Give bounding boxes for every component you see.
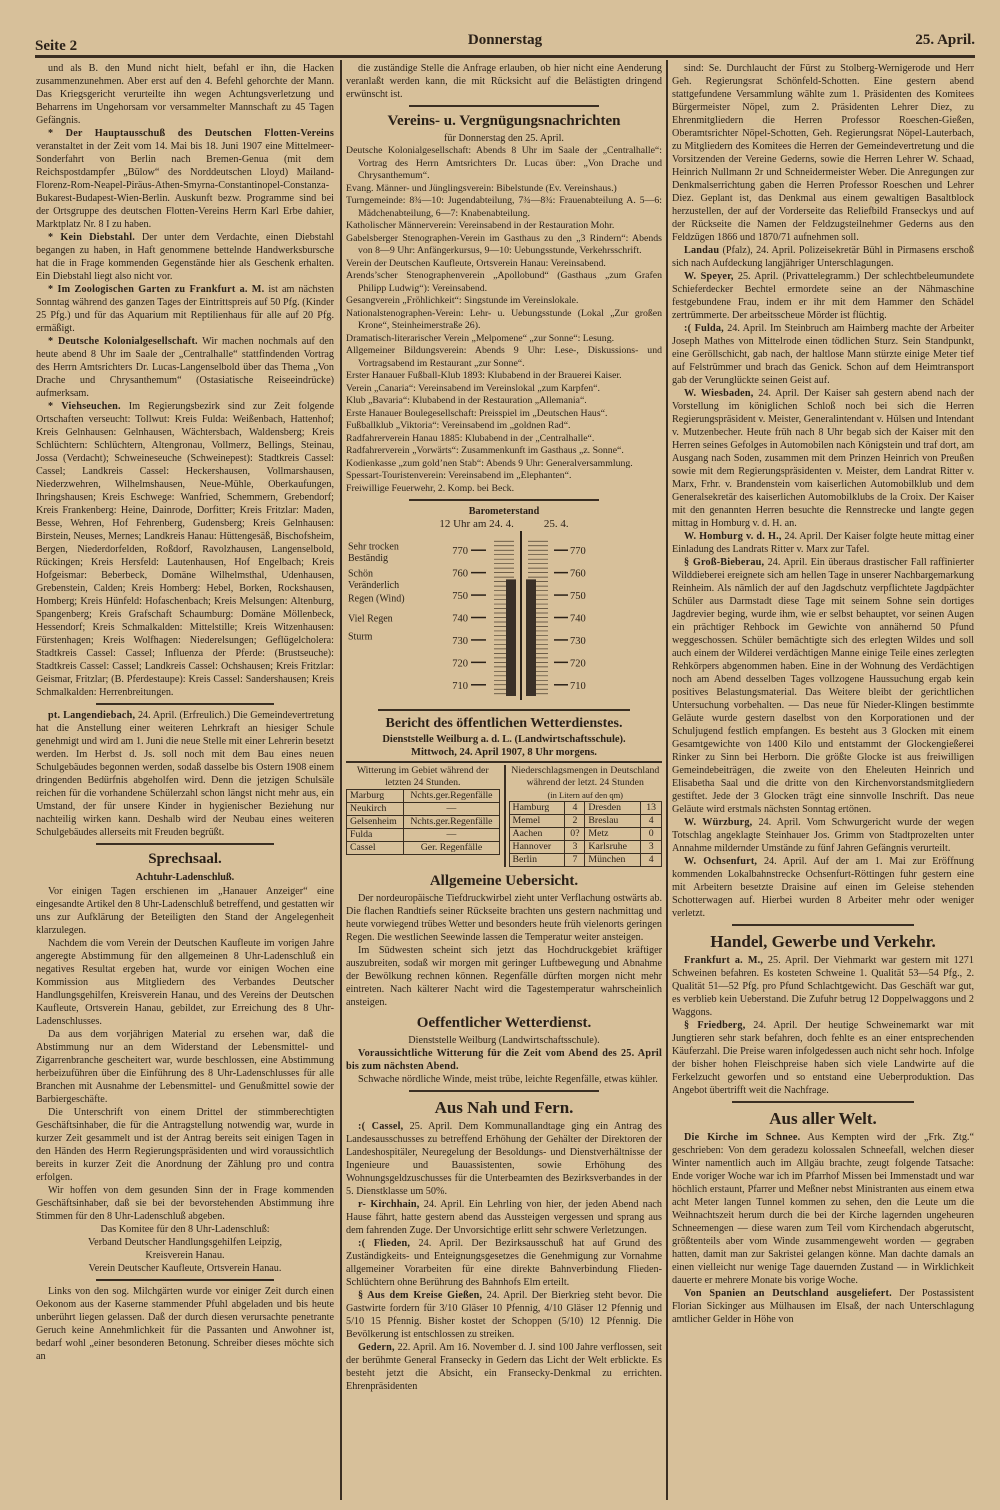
article-lead: W. Würzburg, bbox=[684, 817, 753, 828]
article-text: Vor einigen Tagen erschienen im „Hanauer Anzeiger“ eine eingesandte Artikel den 8 Uhr-Ladenschluß betreffend, und gestatten wir uns zur Aufklärung der Beteiligten den Stand der Angelegenheit klarzulegen. bbox=[36, 886, 334, 936]
tick-label: 740 bbox=[570, 613, 586, 625]
article-paragraph bbox=[672, 387, 974, 530]
city-name: Metz bbox=[585, 828, 641, 841]
article-text: 24. April. Der Bierkrieg steht bevor. Die Gastwirte fordern für 3/10 Gläser 10 Pfennig, 4/10 Gläser 12 Pfennig und 5/10 15 Pfennig. Bisher kostet der Schoppen (5/10) 12 Pfennig. Die Bevölkerung ist entschlossen zu streiken. bbox=[346, 1290, 662, 1340]
article-paragraph bbox=[36, 1184, 334, 1223]
divider bbox=[409, 1090, 599, 1092]
article-paragraph bbox=[36, 62, 334, 127]
article-text: sind: Se. Durchlaucht der Fürst zu Stolberg-Wernigerode und Herr Geh. Regierungsrat Schönfeld-Schotten. Eine gestern abend stattgefundene Versammlung wählte zum 1. Präsidenten des Komitees Bürgermeister Nöpel, zum 2. Präsidenten Lehrer Diez, zu Ehrenmitgliedern die Herren Professor Roeschen-Gießen, Oberamtsrichter Nöpel-Schotten, Geh. Regierungsrat Nöpel-Lauterbach, zu Mitgliedern des Komitees die Herren der Gemeindevertretung und die Vorsitzenden der Vereine Gederns, sowie die Herren Lehrer W. Schaad, Heinrich Nullmann 2r und Schneidermeister Weber. Die Anregungen zur Denkmalserrichtung gaben die Herren Professor Roeschen und Lehrer Diez. Geplant ist, das Denkmal aus einem gewaltigen Basaltblock herzustellen, der auf der Vorderseite das Reliefbild Franseckys und auf der Rückseite die Namen der Feldzugsteilnehmer Gederns aus den Feldzügen 1866 und 1870/71 aufnehmen soll. bbox=[672, 63, 974, 243]
table-row bbox=[347, 790, 500, 803]
club-news bbox=[346, 62, 662, 495]
barometer-dates bbox=[346, 518, 662, 531]
listing-item: Deutsche Kolonialgesellschaft: Abends 8 Uhr im Saale der „Centralhalle“: Vortrag des Herrn Amtsrichters Dr. Lucas über: „Von Drache und Chrysanthemum“. bbox=[346, 145, 662, 181]
centered-line: Dienststelle Weilburg (Landwirtschaftsschule). bbox=[408, 1035, 600, 1046]
listing-item: Erste Hanauer Boulegesellschaft: Preisspiel im „Deutschen Haus“. bbox=[346, 407, 608, 419]
mercury-column-25 bbox=[526, 579, 536, 696]
article-text: 24. April. Ein Lehrling von hier, der jeden Abend nach Hause fährt, hatte gestern abend das Aussteigen vergessen und sprang aus dem fahrenden Zuge. Der Unvorsichtige erlitt sehr schwere Verletzungen. bbox=[346, 1199, 663, 1236]
article-lead: Voraussichtliche Witterung für die Zeit vom Abend des 25. April bis zum nächsten Abend. bbox=[346, 1048, 662, 1072]
tick-label: 770 bbox=[570, 546, 586, 558]
precip-value: 7 bbox=[565, 854, 585, 867]
city-name: Breslau bbox=[585, 815, 641, 828]
article-lead: pt. Langendiebach, bbox=[48, 710, 136, 721]
subheading: Achtuhr-Ladenschluß. bbox=[135, 872, 235, 883]
weather-value: — bbox=[404, 803, 499, 816]
article-lead: Landau bbox=[684, 245, 720, 256]
barometer-date-2: 25. 4. bbox=[543, 518, 569, 530]
article-text: 24. April. Im Steinbruch am Haimberg machte der Arbeiter Joseph Mathes von Mittelrode einen tödlichen Sturz. Sein Standpunkt, eine Geröllschicht, gab nach, der haltlose Mann stürzte einige Meter tief auf Felstrümmer und brach das Genick. Schon auf dem Heimtransport gab der Verunglückte seinen Geist auf. bbox=[672, 323, 974, 386]
article-paragraph bbox=[346, 944, 662, 1009]
divider bbox=[732, 1101, 913, 1103]
article-paragraph bbox=[36, 283, 334, 335]
article-text: Nachdem die vom Verein der Deutschen Kaufleute im vorigen Jahre angeregte Abstimmung für den allgemeinen 8 Uhr-Ladenschluß ein negatives Resultat ergeben hat, wurde vor einigen Wochen eine Kommission aus Mitgliedern des Verbandes Deutscher Handlungsgehilfen, Kreisverein Hanau, und des Vereins der Deutschen Kaufleute, Ortsverein Hanau, gebildet, zur Erreichung des 8 Uhr-Ladenschlusses. bbox=[36, 938, 334, 1027]
right-column bbox=[672, 62, 974, 1326]
weather-label: Sturm bbox=[348, 631, 373, 643]
article-paragraph bbox=[672, 816, 974, 855]
centered-line: für Donnerstag den 25. April. bbox=[444, 133, 564, 144]
article-paragraph bbox=[672, 1019, 974, 1097]
tick-label: 770 bbox=[452, 546, 468, 558]
listing-item: Erster Hanauer Fußball-Klub 1893: Klubabend in der Brauerei Kaiser. bbox=[346, 370, 622, 381]
article-text: 24. April. Ein überaus drastischer Fall raffinierter Wilddieberei ereignete sich am hellen Tage in unserer Nachbargemarkung Reinheim. Als nämlich der auf den Jagdschutz verpflichtete Jagdpächter Schüler aus Darmstadt diese Tage mit seinem Sohne sein dortiges Jagdrevier beging, wurde ihm, wie er selbst behauptet, vor seinen Augen ein prächtiger Rehbock im Gewichte von annähernd 50 Pfund weggeschossen. Schüler bemächtigte sich des erlegten Wildes und soll auch einem der Wilderei verdächtigen Manne einige Teile eines zerlegten Rehkörpers abgenommen haben. Eine in der Wohnung des Verdächtigen noch am Abend desselben Tages vollzogene Haussuchung ergab kein positives Belastungsmaterial. Das Weitere bleibt der gerichtlichen Untersuchung vorbehalten. — Das neue für Nieder-Klingen bestimmte Geläute wurde gestern daselbst von den Korporationen und der Schuljugend festlich empfangen. Es besteht aus 3 Glocken mit einem Gesamtgewichte von 1400 Kilo und entstammt der Glockengießerei Rinker zu Sinn bei Herborn. Die größte Glocke ist aus freiwilligen Gemeindebeiträgen, die zweite von den Eheleuten Heinrich und Elisabetha Saal und die dritte von den Kirchenvorstandsmitgliedern gestiftet. Jede der 3 Glocken trägt eine sinnvolle Inschrift. Das neue Geläute wird erstmals nächsten Sonntag ertönen. bbox=[672, 557, 974, 815]
precip-unit: (in Litern auf den qm) bbox=[547, 790, 624, 800]
weather-station: Dienststelle Weilburg a. d. L. (Landwirtschaftsschule). bbox=[382, 734, 626, 745]
divider bbox=[378, 709, 631, 711]
listing-item: Nationalstenographen-Verein: Lehr- u. Uebungsstunde (Lokal „Zur großen Krone“, Steinheimerstraße 26). bbox=[346, 307, 662, 331]
article-lead: W. Ochsenfurt, bbox=[684, 856, 758, 867]
article-text: 24. April. Der heutige Schweinemarkt war mit Jungtieren sehr stark befahren, doch fehlte es an einer entsprechenden Käuferzahl. Die Preise waren infolgedessen auch nicht sehr hoch. Infolge der bisher hohen Fleischpreise haben sich viele Landwirte auf die Ferkelzucht geworfen und so entstand eine Ueberproduktion. Das Angebot übertrifft weit die Nachfrage. bbox=[672, 1020, 974, 1096]
divider bbox=[409, 499, 599, 501]
table-row bbox=[347, 829, 500, 842]
weather-value: — bbox=[404, 829, 499, 842]
article-lead: Gedern, bbox=[358, 1342, 395, 1353]
centered-line: Kreisverein Hanau. bbox=[145, 1250, 225, 1261]
weather-label: Beständig bbox=[348, 552, 388, 564]
listing-item: Radfahrerverein „Vorwärts“: Zusammenkunft im Gasthaus „z. Sonne“. bbox=[346, 445, 624, 456]
city-name: Memel bbox=[509, 815, 565, 828]
precip-value: 4 bbox=[641, 815, 662, 828]
listing-item: Katholischer Männerverein: Vereinsabend in der Restauration Mohr. bbox=[346, 220, 615, 231]
listing-item: Kodienkasse „zum gold’nen Stab“: Abends 9 Uhr: Generalversammlung. bbox=[346, 457, 633, 469]
centered-line: Verein Deutscher Kaufleute, Ortsverein Hanau. bbox=[88, 1263, 282, 1274]
weather-label: Sehr trocken bbox=[348, 541, 399, 553]
section-heading: Allgemeine Uebersicht. bbox=[429, 873, 579, 889]
page-number: Seite 2 bbox=[35, 38, 78, 54]
precip-value: 4 bbox=[565, 802, 585, 815]
issue-date: 25. April. bbox=[915, 32, 975, 48]
article-text: 24. April. (Erfreulich.) Die Gemeindevertretung hat die Anstellung einer weiteren Lehrkraft an hiesiger Schule genehmigt und wird am 1. Juni die neue Stelle mit einer Lehrerin besetzt werden. Im Herbst d. Js. soll noch mit dem Bau eines neuen Schulgebäudes begonnen werden, sodaß dasselbe bis Ostern 1908 einem dringenden Bedürfnis abgeholfen wird. Denn die jetzigen Schulsäle reichen für die vorhandene Schülerzahl schon längst nicht mehr aus, ein Umstand, der für unsere Kinder in hygienischer Beziehung nur nachteilig wirken kann. Deshalb wird der Neubau eines weiteren Schulgebäudes allerseits mit Freuden begrüßt. bbox=[36, 710, 334, 838]
article-paragraph bbox=[36, 231, 334, 283]
station-name: Marburg bbox=[347, 790, 404, 803]
listing-item: Fußballklub „Viktoria“: Vereinsabend im „goldnen Rad“. bbox=[346, 420, 571, 431]
article-paragraph bbox=[346, 1073, 662, 1086]
article-text: 22. April. Am 16. November d. J. sind 100 Jahre verflossen, seit der berühmte General Fransecky in Gedern das Licht der Welt erblickte. Es besteht jetzt die Absicht, ein Fransecky-Denkmal zu errichten. Ehrenpräsidenten bbox=[346, 1342, 662, 1392]
article-lead: * Deutsche Kolonialgesellschaft. bbox=[48, 336, 198, 347]
article-paragraph bbox=[346, 1341, 662, 1393]
weather-value: Ger. Regenfälle bbox=[404, 842, 499, 855]
article-text: ist am nächsten Sonntag während des ganzen Tages der Eintrittspreis auf 50 Pfg. (Kinder 25 Pfg.) und für das Aquarium mit Reptilienhaus für alle auf 20 Pfg. ermäßigt. bbox=[36, 284, 334, 334]
table-row bbox=[509, 854, 662, 867]
article-text: Der unter dem Verdachte, einen Diebstahl begangen zu haben, in Haft genommene bettelnde Handwerksbursche hat die in Frage kommenden Gegenstände hier als Geschenk erhalten. Ein Diebstahl liegt also nicht vor. bbox=[36, 232, 334, 282]
centered-line: Verband Deutscher Handlungsgehilfen Leipzig, bbox=[87, 1237, 283, 1248]
article-text: Die Unterschrift von einem Drittel der stimmberechtigten Geschäftsinhaber, die für die Antragstellung notwendig war, wurde in kurzer Zeit gesammelt und ist der Antrag bereits seit einigen Tagen in den Händen des Herrn Regierungspräsidenten und wird voraussichtlich bereits in kurzer Zeit die Anordnung der Zählung pro und contra erfolgen. bbox=[36, 1107, 334, 1183]
precip-value: 0 bbox=[641, 828, 662, 841]
article-paragraph bbox=[672, 1131, 974, 1287]
article-text: 24. April. Auf der am 1. Mai zur Eröffnung kommenden Lokalbahnstrecke Ochsenfurt-Röttingen fuhr gestern eine mit Arbeitern besetzte Draisine auf einen im Geleise stehenden Schotterwagen auf. Hierbei wurden 8 Arbeiter mehr oder weniger verletzt. bbox=[672, 856, 974, 919]
weather-label: Viel Regen bbox=[348, 613, 393, 625]
article-paragraph bbox=[36, 937, 334, 1028]
precip-value: 2 bbox=[565, 815, 585, 828]
article-paragraph bbox=[36, 709, 334, 839]
article-lead: § Friedberg, bbox=[684, 1020, 746, 1031]
article-paragraph bbox=[36, 1285, 334, 1363]
tick-label: 730 bbox=[570, 635, 586, 647]
station-name: Fulda bbox=[347, 829, 404, 842]
article-text: Im Regierungsbezirk sind zur Zeit folgende Ortschaften verseucht: Tollwut: Kreis Fulda: Weißenbach, Hattenhof; Kreis Gelnhausen: Gelnhausen, Wächtersbach, Waldensberg; Kreis Schlüchtern: Schlüchtern, Altengronau, Vollmerz, Bellings, Steinau, Jossa (Verdacht); Schweineseuche (Schweinepest): Stadtkreis Cassel: Cassel; Landkreis Cassel: Heckershausen, Vollmarshausen, Niederzwehren, Wilhelmshausen, Neue-Mühle, Oberkaufungen, Ihringshausen; Kreis Eschwege: Wanfried, Schemmern, Grebendorf; Kreis Frankenberg: Heine, Dainrode, Dorfitter; Kreis Fritzlar: Maden, Besse, Wehren, Hof Fehrenberg, Gudensberg; Kreis Gelnhausen: Birstein, Neuses, Mernes; Landkreis Hanau: Hüttengesäß, Bischofsheim, Bergen, Niederdorfelden, Roßdorf, Ravolzhausen, Langenselbold, Rückingen; Kreis Hersfeld: Lautenhausen, Hof Engelbach; Kreis Hofgeismar: Beberbeck, Domäne Wilhelmsthal, Udenhausen, Grebenstein, Calden; Kreis Homberg: Hebel, Borken, Rockshausen, Homberg; Kreis Hünfeld: Hofaschenbach; Kreis Melsungen: Altenburg, Spangenberg; Kreis Grafschaft Schaumburg: Domäne Möllenbeck, Hessendorf; Kreis Schmalkalden: Mittelstille; Kreis Witzenhausen: Fürstenhagen; Kreis Wolfhagen: Niederelsungen; Geflügelcholera: Stadtkreis Cassel: Cassel; Influenza der Pferde: (Brustseuche): Stadtkreis Cassel: Cassel; Landkreis Cassel: Ochshausen; Kreis Fritzlar: Geismar, Fritzlar; (B. Pferdestaupe): Kreis Cassel: Sandershausen; Kreis Schmalkalden: Herrenbreitungen. bbox=[36, 401, 334, 698]
weather-value: Nchts.ger.Regenfälle bbox=[404, 790, 499, 803]
section-heading: Handel, Gewerbe und Verkehr. bbox=[710, 932, 936, 951]
weekday: Donnerstag bbox=[467, 32, 543, 48]
tick-label: 760 bbox=[570, 568, 586, 580]
city-name: Dresden bbox=[585, 802, 641, 815]
section-heading: Sprechsaal. bbox=[148, 851, 222, 867]
header-rule bbox=[35, 55, 975, 58]
article-lead: r- Kirchhain, bbox=[358, 1199, 420, 1210]
article-lead: W. Speyer, bbox=[684, 271, 734, 282]
divider bbox=[96, 1279, 275, 1281]
article-paragraph bbox=[346, 892, 662, 944]
article-text: Schwache nördliche Winde, meist trübe, leichte Regenfälle, etwas kühler. bbox=[358, 1074, 658, 1085]
divider bbox=[96, 703, 275, 705]
listing-item: Spessart-Touristenverein: Vereinsabend im „Elephanten“. bbox=[346, 470, 572, 481]
section-heading: Aus Nah und Fern. bbox=[434, 1098, 574, 1117]
station-name: Gelsenheim bbox=[347, 816, 404, 829]
precip-value: 3 bbox=[641, 841, 662, 854]
table-row bbox=[509, 802, 662, 815]
tick-label: 750 bbox=[452, 591, 468, 603]
weather-report-title: Bericht des öffentlichen Wetterdienstes. bbox=[385, 716, 623, 731]
article-lead: § Groß-Bieberau, bbox=[684, 557, 765, 568]
article-paragraph bbox=[346, 1237, 662, 1289]
article-paragraph bbox=[672, 1287, 974, 1326]
table-row bbox=[347, 842, 500, 855]
listing-item: Evang. Männer- und Jünglingsverein: Bibelstunde (Ev. Vereinshaus.) bbox=[346, 182, 617, 194]
column-divider bbox=[340, 60, 342, 1500]
article-text: Wir hoffen von dem gesunden Sinn der in Frage kommenden Geschäftsinhaber, daß sie bei der bevorstehenden Abstimmung ihre Stimmen für den 8 Uhr-Ladenschluß abgeben. bbox=[36, 1185, 334, 1222]
city-name: Hannover bbox=[509, 841, 565, 854]
local-weather-table bbox=[346, 789, 500, 855]
middle-lower-articles bbox=[346, 871, 662, 1393]
section-heading: Oeffentlicher Wetterdienst. bbox=[416, 1015, 592, 1031]
tick-label: 750 bbox=[570, 591, 586, 603]
article-text: und als B. den Mund nicht hielt, befahl er ihn, die Hacken zusammenzunehmen. Aber erst auf den 4. Befehl gehorchte der Mann. Das Kriegsgericht verurteilte ihn wegen Achtungsverletzung und Beharrens im Ungehorsam vor versammelter Mannschaft zu 45 Tagen Gefängnis. bbox=[36, 63, 334, 126]
listing-item: Freiwillige Feuerwehr, 2. Komp. bei Beck. bbox=[346, 482, 515, 494]
weather-label: Schön bbox=[348, 568, 373, 580]
article-lead: :( Cassel, bbox=[358, 1121, 404, 1132]
divider bbox=[96, 843, 275, 845]
article-text: 24. April. Der Bezirksausschuß hat auf Grund des Zuständigkeits- und Enteignungsgesetzes die Genehmigung zur Vornahme allgemeiner Vorarbeiten für eine direkte Bahnverbindung Flieden-Schlüchtern ohne Berührung des Bahnhofs Elm erteilt. bbox=[346, 1238, 663, 1288]
divider bbox=[732, 924, 913, 926]
weather-date: Mittwoch, 24. April 1907, 8 Uhr morgens. bbox=[411, 747, 597, 758]
article-text: Im Südwesten scheint sich jetzt das Hochdruckgebiet kräftiger auszubreiten, sodaß wir morgen mit geringer Luftbewegung und Abnahme der Bewölkung rechnen können. Regenfälle dürften morgen nicht mehr eintreten. Nach kälterer Nacht wird die Tagestemperatur wahrscheinlich ansteigen. bbox=[346, 945, 662, 1008]
middle-column bbox=[346, 62, 662, 1393]
listing-item: Turngemeinde: 8¾—10: Jugendabteilung, 7¾—8¾: Frauenabteilung A. 5—6: Mädchenabteilung, 6—7: Knabenabteilung. bbox=[346, 195, 662, 219]
centered-line: Das Komitee für den 8 Uhr-Ladenschluß: bbox=[100, 1224, 270, 1235]
article-paragraph bbox=[346, 1047, 662, 1073]
article-paragraph bbox=[672, 954, 974, 1019]
page-header bbox=[35, 30, 975, 52]
article-text: 25. April. Dem Kommunallandtage ging ein Antrag des Landesausschusses zu betreffend Erhöhung der Gehälter der Direktoren der Landeshospitäler, Neuregelung der Besoldungs- und Dienstverhältnisse der Ingenieure und Bauassistenten, sowie Erhöhung des Wohnungsgeldzuschusses für die Unterbeamten des Bezirksverbandes in der 5. Dienstklasse um 50%. bbox=[346, 1121, 662, 1197]
station-name: Cassel bbox=[347, 842, 404, 855]
listing-item: Verein der Deutschen Kaufleute, Ortsverein Hanau: Vereinsabend. bbox=[346, 257, 606, 269]
table-row bbox=[509, 815, 662, 828]
city-name: Berlin bbox=[509, 854, 565, 867]
divider bbox=[409, 105, 599, 107]
article-lead: :( Flieden, bbox=[358, 1238, 411, 1249]
article-paragraph bbox=[36, 1106, 334, 1184]
article-paragraph bbox=[672, 855, 974, 920]
article-text: Der Postassistent Florian Sickinger aus Mülhausen im Elsaß, der nach Unterschlagung amtlicher Gelder in Höhe von bbox=[672, 1288, 974, 1325]
listing-item: Arends’scher Stenographenverein „Apollobund“ (Gasthaus „zum Grafen Philipp Ludwig“): Vereinsabend. bbox=[346, 270, 662, 294]
local-weather-caption: Witterung im Gebiet während der letzten 24 Stunden. bbox=[356, 765, 489, 788]
listing-item: Dramatisch-literarischer Verein „Melpomene“ „zur Sonne“: Lesung. bbox=[346, 332, 615, 344]
article-lead: Die Kirche im Schnee. bbox=[684, 1132, 801, 1143]
article-paragraph bbox=[36, 127, 334, 231]
section-heading: Vereins- u. Vergnügungsnachrichten bbox=[387, 113, 621, 129]
article-paragraph bbox=[346, 1120, 662, 1198]
article-paragraph bbox=[36, 335, 334, 400]
weather-label: Regen (Wind) bbox=[348, 593, 405, 605]
article-lead: * Viehseuchen. bbox=[48, 401, 121, 412]
article-text: Da aus dem vorjährigen Material zu ersehen war, daß die Abstimmung nur an dem Widerstand der Lebensmittel- und Zigarrenbranche gescheitert war, wurde beschlossen, eine Abstimmung herbeizuführen über die Einführung des 8 Uhr-Ladenschlusses für alle Branchen mit Ausnahme der Lebensmittel- und Genußmittel sowie der Barbiergeschäfte. bbox=[36, 1029, 334, 1105]
tick-label: 730 bbox=[452, 635, 468, 647]
table-row bbox=[509, 841, 662, 854]
article-paragraph bbox=[36, 400, 334, 699]
article-text: Wir machen nochmals auf den heute abend 8 Uhr im Saale der „Centralhalle“ stattfindenden Vortrag des Herrn Amtsrichters Dr. Lucas-Langenselbold über das Thema „Von Drache und Chrysanthemum“ (Ostasiatische Reiseeindrücke) aufmerksam. bbox=[36, 336, 334, 399]
article-paragraph bbox=[672, 530, 974, 556]
article-paragraph bbox=[36, 1028, 334, 1106]
city-name: Hamburg bbox=[509, 802, 565, 815]
article-text: (Pfalz), 24. April. Polizeisekretär Bühl in Pirmasens erschoß sich nach Aufdeckung langjähriger Unterschlagungen. bbox=[672, 245, 974, 269]
article-lead: W. Wiesbaden, bbox=[684, 388, 754, 399]
listing-item: Gabelsberger Stenographen-Verein im Gasthaus zu den „3 Rindern“: Abends von 8—9 Uhr: Anfängerkursus, 9—10: Uebungsstunde, Verkehrsschrift. bbox=[346, 232, 662, 256]
listing-item: Gesangverein „Fröhlichkeit“: Singstunde im Vereinslokale. bbox=[346, 295, 579, 306]
barometer-title: Barometerstand bbox=[468, 506, 540, 517]
weather-label: Veränderlich bbox=[348, 579, 400, 591]
city-name: Karlsruhe bbox=[585, 841, 641, 854]
column-divider bbox=[666, 60, 668, 1500]
article-text: 24. April. Der Kaiser folgte heute mittag einer Einladung des Landrats Ritter v. Marx zur Tafel. bbox=[672, 531, 974, 555]
article-paragraph bbox=[346, 62, 662, 101]
article-paragraph bbox=[346, 1198, 662, 1237]
table-row bbox=[347, 803, 500, 816]
article-lead: * Im Zoologischen Garten zu Frankfurt a. M. bbox=[48, 284, 265, 295]
precip-value: 13 bbox=[641, 802, 662, 815]
article-text: Links von den sog. Milchgärten wurde vor einiger Zeit durch einen Oekonom aus der Kaserne stammender Pfuhl abgeladen und bis heute unberührt liegen gelassen. Daß der durch diesen verursachte penetrante Geruch keine Annehmlichkeit für die Passanten und Anwohner ist, bedarf wohl „einer besonderen Betonung. Schreiber dieses möchte sich an bbox=[36, 1286, 334, 1362]
article-lead: § Aus dem Kreise Gießen, bbox=[358, 1290, 483, 1301]
table-row bbox=[347, 816, 500, 829]
left-column bbox=[36, 62, 334, 1363]
weather-value: Nchts.ger.Regenfälle bbox=[404, 816, 499, 829]
precip-value: 3 bbox=[565, 841, 585, 854]
precipitation-table bbox=[509, 801, 663, 867]
article-text: die zuständige Stelle die Anfrage erlauben, ob hier nicht eine Aenderung veranlaßt werden kann, die mit Rücksicht auf die Belästigten dringend erwünscht ist. bbox=[346, 63, 662, 100]
listing-item: Verein „Canaria“: Vereinsabend im Vereinslokal „zum Karpfen“. bbox=[346, 382, 600, 394]
article-paragraph bbox=[672, 62, 974, 244]
article-lead: * Der Hauptausschuß des Deutschen Flotten-Vereins bbox=[48, 128, 334, 139]
station-name: Neukirch bbox=[347, 803, 404, 816]
weather-tables bbox=[346, 761, 662, 867]
city-name: München bbox=[585, 854, 641, 867]
barometer-graphic bbox=[346, 531, 662, 701]
article-text: Der nordeuropäische Tiefdruckwirbel zieht unter Verflachung ostwärts ab. Die flachen Randtiefs seiner Rückseite brachten uns gestern nachmittag und heute vorwiegend trübes Wetter und besonders heute früh vielenorts geringen Regen. Die westlichen Seewinde lassen die Temperatur weiter ansteigen. bbox=[346, 893, 662, 943]
article-text: 25. April. Der Viehmarkt war gestern mit 1271 Schweinen befahren. Es kosteten Schweine 1. Qualität 53—54 Pfg., 2. Qualität 51—52 Pfg. pro Pfund Schlachtgewicht. Das Geschäft war gut, es verblieb kein Ueberstand. Die Zufuhr betrug 12 Doppelwaggons und 2 Waggons. bbox=[672, 955, 974, 1018]
article-paragraph bbox=[672, 244, 974, 270]
tick-label: 720 bbox=[452, 658, 468, 670]
article-text: 24. April. Der Kaiser sah gestern abend nach der Vorstellung im königlichen Schloß noch bei sich die Herren Regierungspräsident v. Meister, Generalintendant v. Hülsen und Intendant v. Mutzenbecher. Heute früh nach 8 Uhr begab sich der Kaiser mit den Herren seines Gefolges in Automobilen nach Königstein und traf dort, am Ausgang nach Soden, zusammen mit dem Prinzen Heinrich von Preußen sowie mit dem Regierungspräsidenten v. Meister, dem Landrat Ritter v. Marx, Frhr. v. Brandenstein vom kaiserlichen Automobilklub und dem Generalsekretär des kaiserlichen Automobilklubs de la Croix. Der Kaiser mit den genannten Herren besuchte die Rennstrecke und langte gegen mittag in Homburg v. d. H. an. bbox=[672, 388, 974, 529]
tick-label: 760 bbox=[452, 568, 468, 580]
section-heading: Aus aller Welt. bbox=[769, 1109, 877, 1128]
article-lead: :( Fulda, bbox=[684, 323, 724, 334]
article-paragraph bbox=[672, 556, 974, 816]
listing-item: Allgemeiner Bildungsverein: Abends 9 Uhr: Lese-, Diskussions- und Vortragsabend im Restaurant „zur Sonne“. bbox=[346, 345, 662, 369]
barometer-chart bbox=[346, 505, 662, 705]
article-text: 24. April. Vom Schwurgericht wurde der wegen Totschlag angeklagte Steinhauer Jos. Grimm von Stadtprozelten unter Annahme mildernder Umstände zu fünf Jahren Gefängnis verurteilt. bbox=[672, 817, 974, 854]
barometer-date-1: 12 Uhr am 24. 4. bbox=[439, 518, 514, 530]
article-text: veranstaltet in der Zeit vom 14. Mai bis 18. Juni 1907 eine Mittelmeer-Sonderfahrt von Berlin nach Bremen-Genua (mit dem Reichspostdampfer „Bülow“ des Norddeutschen Lloyd) Mailand-Florenz-Rom-Neapel-Piräus-Athen-Smyrna-Constantinopel-Constanza-Bukarest-Budapest-Wien-Berlin. Auskunft bezw. Programme sind bei der Ortsgruppe des deutschen Flotten-Vereins Herrn Karl Erbe dahier, Marktplatz Nr. 8 I zu haben. bbox=[36, 141, 334, 230]
article-lead: Frankfurt a. M., bbox=[684, 955, 764, 966]
city-name: Aachen bbox=[509, 828, 565, 841]
precip-caption: Niederschlagsmengen in Deutschland während der letzt. 24 Stunden bbox=[511, 765, 660, 788]
tick-label: 710 bbox=[452, 680, 468, 692]
mercury-column-24 bbox=[506, 579, 516, 696]
precip-value: 4 bbox=[641, 854, 662, 867]
article-paragraph bbox=[672, 270, 974, 322]
table-row bbox=[509, 828, 662, 841]
article-lead: W. Homburg v. d. H., bbox=[684, 531, 782, 542]
precip-value: 0? bbox=[565, 828, 585, 841]
article-paragraph bbox=[36, 885, 334, 937]
article-lead: * Kein Diebstahl. bbox=[48, 232, 135, 243]
tick-label: 720 bbox=[570, 658, 586, 670]
listing-item: Radfahrerverein Hanau 1885: Klubabend in der „Centralhalle“. bbox=[346, 432, 595, 444]
article-text: Aus Kempten wird der „Frk. Ztg.“ geschrieben: Von dem geradezu kolossalen Schneefall, welchen dieser Winter namentlich auch im Allgäu brachte, zeugt folgende Tatsache: Ende voriger Woche war ich im Pfarrhof Missen bei Immenstadt und war höchlich erstaunt, Pfarrer und Meßner nebst Ministranten aus einem etwa acht Meter langen Tunnel kommen zu sehen, den die Leute um die Weihnachtszeit herum durch die bei der Kirche lagernden ungeheuren Schneemengen — diese waren zum Teil vom Kirchendach abgerutscht, größtenteils aber vom Winde zusammengeweht worden — gegraben hatten, damit man zur Sakristei gelangen könne. Man dachte damals an einen vielleicht nur wenige Tage dauernden Zustand — in Wirklichkeit dauerte er mehrere Monate bis vorige Woche. bbox=[672, 1132, 974, 1286]
article-paragraph bbox=[672, 322, 974, 387]
article-lead: Von Spanien an Deutschland ausgeliefert. bbox=[684, 1288, 892, 1299]
tick-label: 740 bbox=[452, 613, 468, 625]
tick-label: 710 bbox=[570, 680, 586, 692]
article-paragraph bbox=[346, 1289, 662, 1341]
article-text: 25. April. (Privattelegramm.) Der schlechtbeleumundete Schieferdecker Bechtel ermordete seine an der Nähmaschine festgebundene Frau, indem er ihr mit dem Hammer den Schädel zertrümmerte. Der arbeitsscheue Mörder ist flüchtig. bbox=[672, 271, 974, 321]
listing-item: Klub „Bavaria“: Klubabend in der Restauration „Allemania“. bbox=[346, 395, 587, 406]
